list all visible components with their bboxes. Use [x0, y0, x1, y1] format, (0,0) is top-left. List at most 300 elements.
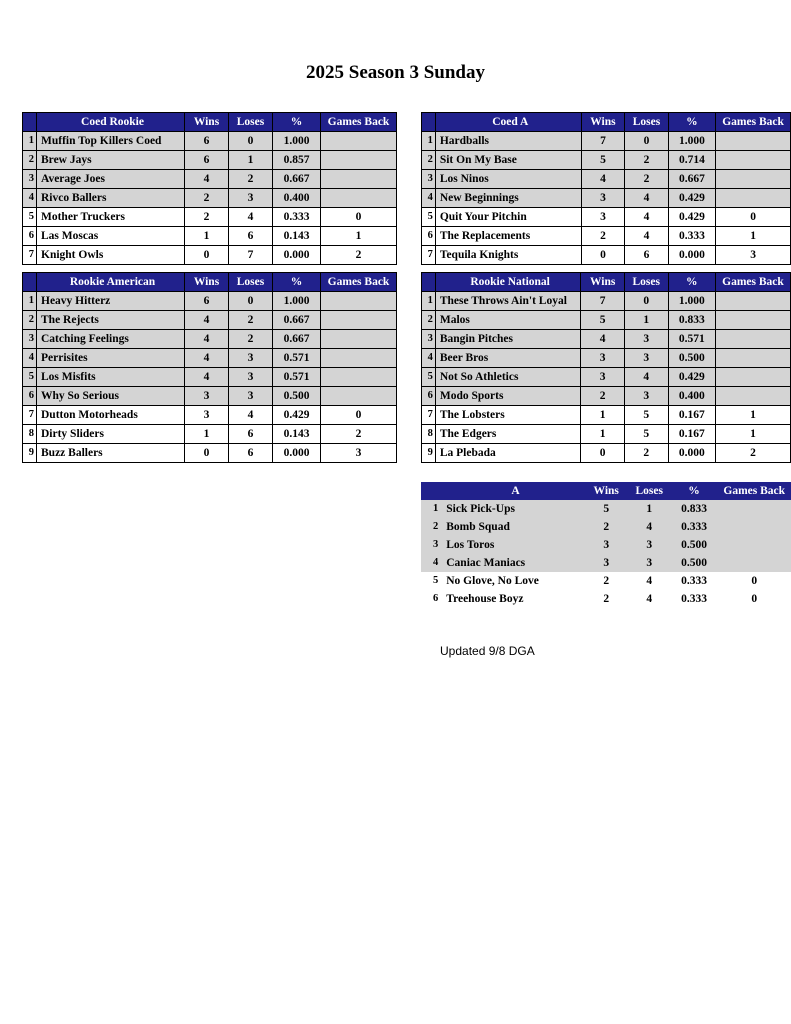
table-row [422, 151, 791, 170]
cell-rank: 1 [23, 132, 37, 151]
cell-rank: 4 [23, 189, 37, 208]
cell-pct: 0.500 [671, 554, 718, 572]
cell-loses: 4 [625, 208, 669, 227]
column-loses: Loses [625, 113, 669, 132]
cell-team-name: Buzz Ballers [37, 444, 185, 463]
cell-rank: 4 [422, 349, 436, 368]
table-body [422, 132, 791, 265]
cell-team-name: Sick Pick-Ups [442, 500, 585, 518]
cell-games-back: 1 [716, 227, 791, 246]
cell-wins: 2 [585, 590, 628, 608]
cell-games-back [321, 170, 397, 189]
cell-rank: 7 [422, 246, 436, 265]
cell-wins: 2 [185, 208, 229, 227]
table-row [421, 590, 791, 608]
cell-loses: 3 [229, 368, 273, 387]
cell-pct: 0.429 [273, 406, 321, 425]
cell-team-name: Sit On My Base [435, 151, 581, 170]
cell-wins: 6 [185, 151, 229, 170]
table-row [23, 170, 397, 189]
cell-team-name: Catching Feelings [37, 330, 185, 349]
cell-loses: 4 [229, 208, 273, 227]
standings-table-a [421, 482, 791, 608]
column-games-back: Games Back [321, 273, 397, 292]
cell-team-name: Muffin Top Killers Coed [37, 132, 185, 151]
cell-wins: 4 [581, 170, 624, 189]
cell-wins: 0 [581, 246, 624, 265]
cell-games-back: 1 [321, 227, 397, 246]
cell-games-back: 1 [715, 425, 790, 444]
table-row [422, 406, 791, 425]
cell-wins: 6 [185, 132, 229, 151]
cell-rank: 1 [422, 292, 436, 311]
cell-wins: 0 [185, 444, 229, 463]
cell-rank: 4 [421, 554, 442, 572]
table-row [422, 444, 791, 463]
cell-games-back [715, 349, 790, 368]
cell-rank: 5 [422, 208, 436, 227]
column-loses: Loses [229, 113, 273, 132]
cell-loses: 4 [624, 368, 668, 387]
table-row [23, 151, 397, 170]
cell-loses: 6 [229, 444, 273, 463]
cell-team-name: Las Moscas [37, 227, 185, 246]
cell-pct: 0.167 [668, 425, 715, 444]
cell-loses: 0 [625, 132, 669, 151]
cell-rank: 3 [422, 170, 436, 189]
cell-wins: 4 [581, 330, 625, 349]
cell-rank: 5 [421, 572, 442, 590]
cell-games-back: 2 [715, 444, 790, 463]
cell-pct: 0.571 [273, 349, 321, 368]
cell-wins: 4 [185, 170, 229, 189]
cell-team-name: Los Toros [442, 536, 585, 554]
cell-pct: 1.000 [668, 292, 715, 311]
cell-wins: 6 [185, 292, 229, 311]
cell-rank: 5 [23, 368, 37, 387]
cell-rank: 1 [422, 132, 436, 151]
table-row [23, 425, 397, 444]
cell-rank: 6 [422, 387, 436, 406]
cell-wins: 2 [185, 189, 229, 208]
cell-rank: 2 [23, 311, 37, 330]
cell-games-back: 0 [717, 572, 791, 590]
table-header-row [23, 113, 397, 132]
cell-wins: 2 [585, 518, 628, 536]
cell-rank: 8 [23, 425, 37, 444]
column-division-name: Rookie National [435, 273, 581, 292]
cell-pct: 0.429 [668, 368, 715, 387]
cell-loses: 3 [229, 387, 273, 406]
cell-loses: 4 [229, 406, 273, 425]
cell-team-name: Rivco Ballers [37, 189, 185, 208]
cell-games-back [717, 536, 791, 554]
cell-loses: 0 [624, 292, 668, 311]
cell-team-name: Malos [435, 311, 581, 330]
updated-note: Updated 9/8 DGA [440, 644, 535, 658]
cell-loses: 5 [624, 406, 668, 425]
cell-wins: 2 [581, 227, 624, 246]
cell-loses: 7 [229, 246, 273, 265]
cell-pct: 0.143 [273, 227, 321, 246]
column-rank [421, 482, 442, 500]
column-division-name: Coed Rookie [37, 113, 185, 132]
cell-wins: 3 [185, 387, 229, 406]
cell-wins: 0 [581, 444, 625, 463]
cell-wins: 3 [581, 368, 625, 387]
cell-team-name: Quit Your Pitchin [435, 208, 581, 227]
cell-pct: 0.714 [668, 151, 715, 170]
cell-wins: 5 [581, 151, 624, 170]
table-row [421, 500, 791, 518]
cell-wins: 0 [185, 246, 229, 265]
column-games-back: Games Back [717, 482, 791, 500]
column-loses: Loses [229, 273, 273, 292]
column-games-back: Games Back [321, 113, 397, 132]
cell-wins: 2 [585, 572, 628, 590]
table-row [23, 330, 397, 349]
column-pct: % [668, 113, 715, 132]
cell-team-name: Dutton Motorheads [37, 406, 185, 425]
cell-pct: 0.667 [273, 170, 321, 189]
cell-games-back [717, 518, 791, 536]
cell-pct: 0.429 [668, 189, 715, 208]
cell-team-name: The Lobsters [435, 406, 581, 425]
cell-team-name: Beer Bros [435, 349, 581, 368]
column-loses: Loses [628, 482, 671, 500]
cell-team-name: Tequila Knights [435, 246, 581, 265]
cell-team-name: Los Misfits [37, 368, 185, 387]
table-header-row [421, 482, 791, 500]
cell-loses: 4 [625, 189, 669, 208]
cell-pct: 0.333 [273, 208, 321, 227]
cell-pct: 0.667 [273, 311, 321, 330]
cell-loses: 0 [229, 292, 273, 311]
cell-rank: 3 [23, 330, 37, 349]
cell-pct: 0.833 [671, 500, 718, 518]
cell-team-name: The Replacements [435, 227, 581, 246]
cell-wins: 5 [585, 500, 628, 518]
cell-rank: 3 [422, 330, 436, 349]
cell-games-back [321, 349, 397, 368]
column-rank [23, 273, 37, 292]
table-row [421, 536, 791, 554]
cell-wins: 3 [585, 536, 628, 554]
cell-wins: 1 [581, 425, 625, 444]
table-row [23, 132, 397, 151]
cell-wins: 7 [581, 292, 625, 311]
cell-loses: 4 [625, 227, 669, 246]
cell-team-name: La Plebada [435, 444, 581, 463]
cell-games-back [321, 330, 397, 349]
column-loses: Loses [624, 273, 668, 292]
cell-team-name: Heavy Hitterz [37, 292, 185, 311]
table-row [23, 349, 397, 368]
column-rank [422, 113, 436, 132]
cell-games-back [716, 170, 791, 189]
table-body [422, 292, 791, 463]
cell-team-name: Bomb Squad [442, 518, 585, 536]
column-rank [422, 273, 436, 292]
cell-team-name: Caniac Maniacs [442, 554, 585, 572]
cell-pct: 0.000 [273, 246, 321, 265]
column-wins: Wins [185, 273, 229, 292]
cell-loses: 6 [229, 227, 273, 246]
cell-wins: 3 [581, 189, 624, 208]
cell-team-name: Modo Sports [435, 387, 581, 406]
cell-pct: 0.500 [671, 536, 718, 554]
table-row [23, 406, 397, 425]
cell-team-name: Treehouse Boyz [442, 590, 585, 608]
cell-pct: 0.500 [668, 349, 715, 368]
cell-loses: 6 [229, 425, 273, 444]
cell-games-back [321, 387, 397, 406]
cell-pct: 0.400 [668, 387, 715, 406]
cell-games-back: 0 [716, 208, 791, 227]
table-header-row [422, 113, 791, 132]
cell-team-name: Bangin Pitches [435, 330, 581, 349]
cell-loses: 2 [229, 311, 273, 330]
cell-pct: 0.833 [668, 311, 715, 330]
cell-wins: 4 [185, 311, 229, 330]
table-row [421, 572, 791, 590]
column-games-back: Games Back [715, 273, 790, 292]
cell-team-name: Brew Jays [37, 151, 185, 170]
cell-rank: 4 [422, 189, 436, 208]
table-row [421, 554, 791, 572]
cell-games-back [717, 554, 791, 572]
cell-rank: 8 [422, 425, 436, 444]
cell-rank: 4 [23, 349, 37, 368]
cell-rank: 2 [422, 151, 436, 170]
table-row [23, 444, 397, 463]
cell-loses: 1 [628, 500, 671, 518]
cell-pct: 0.000 [668, 246, 715, 265]
cell-games-back [321, 151, 397, 170]
column-wins: Wins [585, 482, 628, 500]
cell-wins: 3 [581, 349, 625, 368]
cell-games-back [321, 311, 397, 330]
column-division-name: Rookie American [37, 273, 185, 292]
cell-games-back [717, 500, 791, 518]
cell-games-back [716, 189, 791, 208]
cell-team-name: Hardballs [435, 132, 581, 151]
cell-wins: 2 [581, 387, 625, 406]
cell-wins: 5 [581, 311, 625, 330]
column-wins: Wins [581, 113, 624, 132]
cell-games-back [715, 368, 790, 387]
cell-team-name: Perrisites [37, 349, 185, 368]
cell-loses: 5 [624, 425, 668, 444]
cell-team-name: New Beginnings [435, 189, 581, 208]
cell-rank: 6 [422, 227, 436, 246]
cell-team-name: Not So Athletics [435, 368, 581, 387]
column-division-name: A [442, 482, 585, 500]
cell-loses: 2 [624, 444, 668, 463]
table-row [422, 208, 791, 227]
table-row [23, 368, 397, 387]
cell-rank: 6 [23, 387, 37, 406]
standings-table-rookie-national [421, 272, 791, 463]
cell-rank: 3 [421, 536, 442, 554]
table-row [422, 330, 791, 349]
table-row [422, 292, 791, 311]
cell-pct: 0.429 [668, 208, 715, 227]
cell-pct: 0.167 [668, 406, 715, 425]
cell-team-name: Average Joes [37, 170, 185, 189]
standings-table-coed-a [421, 112, 791, 265]
table-row [421, 518, 791, 536]
cell-rank: 7 [23, 246, 37, 265]
table-row [422, 189, 791, 208]
cell-rank: 1 [421, 500, 442, 518]
cell-rank: 6 [23, 227, 37, 246]
cell-rank: 7 [422, 406, 436, 425]
cell-games-back [321, 292, 397, 311]
cell-team-name: These Throws Ain't Loyal [435, 292, 581, 311]
cell-team-name: The Edgers [435, 425, 581, 444]
cell-pct: 0.143 [273, 425, 321, 444]
column-rank [23, 113, 37, 132]
cell-rank: 5 [23, 208, 37, 227]
table-header-row [23, 273, 397, 292]
cell-rank: 1 [23, 292, 37, 311]
cell-games-back: 1 [715, 406, 790, 425]
cell-loses: 3 [229, 189, 273, 208]
cell-rank: 3 [23, 170, 37, 189]
cell-loses: 3 [628, 536, 671, 554]
table-row [422, 311, 791, 330]
cell-team-name: Mother Truckers [37, 208, 185, 227]
table-row [23, 292, 397, 311]
cell-team-name: The Rejects [37, 311, 185, 330]
cell-games-back: 2 [321, 425, 397, 444]
cell-pct: 0.000 [273, 444, 321, 463]
table-header-row [422, 273, 791, 292]
table-row [422, 246, 791, 265]
cell-pct: 0.571 [273, 368, 321, 387]
cell-loses: 3 [624, 349, 668, 368]
cell-wins: 7 [581, 132, 624, 151]
cell-rank: 2 [422, 311, 436, 330]
table-row [23, 189, 397, 208]
table-row [422, 368, 791, 387]
cell-pct: 0.667 [668, 170, 715, 189]
cell-rank: 6 [421, 590, 442, 608]
cell-loses: 2 [229, 170, 273, 189]
column-pct: % [671, 482, 718, 500]
cell-wins: 1 [581, 406, 625, 425]
cell-games-back: 0 [717, 590, 791, 608]
table-row [23, 246, 397, 265]
cell-loses: 3 [624, 387, 668, 406]
cell-wins: 4 [185, 349, 229, 368]
cell-team-name: Los Ninos [435, 170, 581, 189]
table-body [23, 132, 397, 265]
cell-loses: 2 [229, 330, 273, 349]
table-row [422, 132, 791, 151]
cell-team-name: Why So Serious [37, 387, 185, 406]
cell-games-back [321, 189, 397, 208]
cell-pct: 0.857 [273, 151, 321, 170]
cell-loses: 1 [229, 151, 273, 170]
cell-games-back: 0 [321, 406, 397, 425]
table-row [23, 311, 397, 330]
cell-wins: 4 [185, 330, 229, 349]
cell-loses: 2 [625, 170, 669, 189]
cell-games-back [716, 132, 791, 151]
table-row [422, 227, 791, 246]
table-row [422, 387, 791, 406]
cell-pct: 0.500 [273, 387, 321, 406]
column-wins: Wins [581, 273, 625, 292]
cell-team-name: Knight Owls [37, 246, 185, 265]
cell-loses: 3 [624, 330, 668, 349]
page-title: 2025 Season 3 Sunday [306, 62, 485, 83]
cell-games-back: 0 [321, 208, 397, 227]
cell-pct: 0.667 [273, 330, 321, 349]
cell-loses: 0 [229, 132, 273, 151]
column-games-back: Games Back [716, 113, 791, 132]
cell-rank: 2 [421, 518, 442, 536]
column-pct: % [273, 113, 321, 132]
table-row [422, 349, 791, 368]
cell-loses: 4 [628, 572, 671, 590]
cell-games-back [715, 311, 790, 330]
cell-rank: 5 [422, 368, 436, 387]
cell-pct: 0.400 [273, 189, 321, 208]
column-pct: % [668, 273, 715, 292]
standings-table-coed-rookie [22, 112, 397, 265]
cell-pct: 0.333 [671, 518, 718, 536]
cell-games-back [716, 151, 791, 170]
column-division-name: Coed A [435, 113, 581, 132]
cell-wins: 3 [581, 208, 624, 227]
cell-loses: 6 [625, 246, 669, 265]
cell-games-back [321, 132, 397, 151]
cell-wins: 1 [185, 227, 229, 246]
cell-rank: 9 [422, 444, 436, 463]
table-row [23, 387, 397, 406]
table-body [23, 292, 397, 463]
cell-games-back [715, 387, 790, 406]
cell-pct: 0.333 [671, 572, 718, 590]
cell-games-back: 3 [321, 444, 397, 463]
column-wins: Wins [185, 113, 229, 132]
cell-rank: 7 [23, 406, 37, 425]
cell-wins: 4 [185, 368, 229, 387]
cell-games-back [321, 368, 397, 387]
cell-games-back: 2 [321, 246, 397, 265]
cell-team-name: No Glove, No Love [442, 572, 585, 590]
cell-pct: 0.000 [668, 444, 715, 463]
standings-table-rookie-american [22, 272, 397, 463]
cell-wins: 1 [185, 425, 229, 444]
cell-pct: 1.000 [273, 292, 321, 311]
cell-games-back [715, 330, 790, 349]
cell-team-name: Dirty Sliders [37, 425, 185, 444]
cell-loses: 3 [229, 349, 273, 368]
table-row [23, 227, 397, 246]
cell-loses: 2 [625, 151, 669, 170]
cell-loses: 1 [624, 311, 668, 330]
cell-games-back [715, 292, 790, 311]
table-row [422, 425, 791, 444]
table-row [422, 170, 791, 189]
cell-pct: 0.333 [668, 227, 715, 246]
cell-loses: 3 [628, 554, 671, 572]
cell-rank: 9 [23, 444, 37, 463]
